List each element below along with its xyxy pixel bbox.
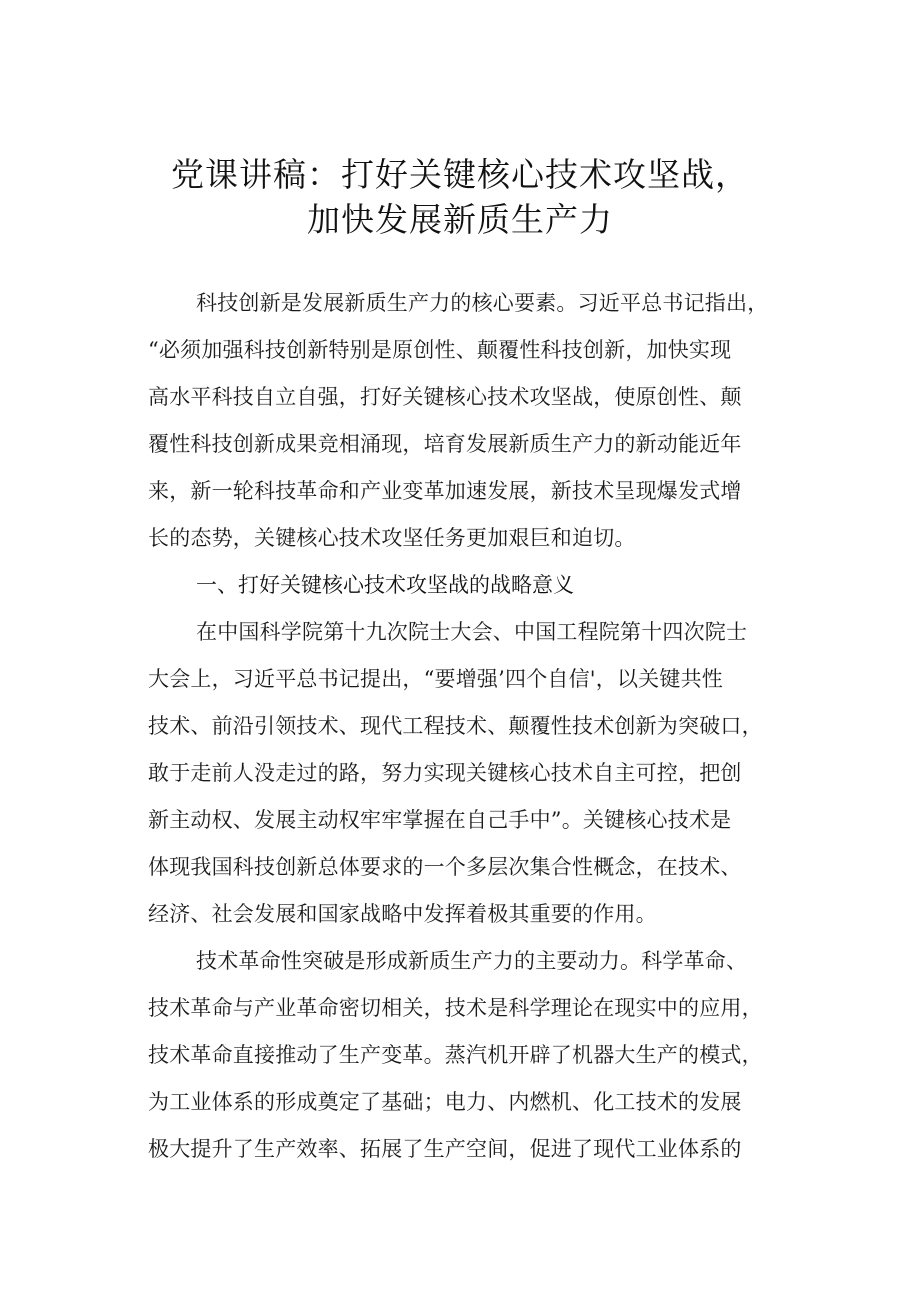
paragraph-2-line: 在中国科学院第十九次院士大会、中国工程院第十四次院士 bbox=[196, 620, 748, 644]
paragraph-3-line: 技术革命与产业革命密切相关，技术是科学理论在现实中的应用， bbox=[148, 996, 763, 1020]
section-heading: 一、打好关键核心技术攻坚战的战略意义 bbox=[196, 573, 574, 597]
paragraph-2-line: 经济、社会发展和国家战略中发挥着极其重要的作用。 bbox=[148, 902, 657, 926]
paragraph-1-line: 高水平科技自立自强，打好关键核心技术攻坚战，使原创性、颠 bbox=[148, 385, 742, 409]
paragraph-2-line: 大会上，习近平总书记提出，“要增强’四个自信'，以关键共性 bbox=[148, 667, 723, 691]
paragraph-2-line: 体现我国科技创新总体要求的一个多层次集合性概念，在技术、 bbox=[148, 855, 742, 879]
paragraph-1-line: 来，新一轮科技革命和产业变革加速发展，新技术呈现爆发式增 bbox=[148, 479, 742, 503]
paragraph-2-line: 技术、前沿引领技术、现代工程技术、颠覆性技术创新为突破口， bbox=[148, 714, 763, 738]
paragraph-3-line: 极大提升了生产效率、拓展了生产空间，促进了现代工业体系的 bbox=[148, 1137, 742, 1161]
paragraph-2-line: 新主动权、发展主动权牢牢掌握在自己手中”。关键核心技术是 bbox=[148, 808, 732, 832]
paragraph-1-line: 长的态势，关键核心技术攻坚任务更加艰巨和迫切。 bbox=[148, 526, 636, 550]
paragraph-3-line: 为工业体系的形成奠定了基础；电力、内燃机、化工技术的发展 bbox=[148, 1090, 742, 1114]
paragraph-3-line: 技术革命直接推动了生产变革。蒸汽机开辟了机器大生产的模式， bbox=[148, 1043, 763, 1067]
document-title-line-2: 加快发展新质生产力 bbox=[307, 200, 613, 239]
paragraph-3-line: 技术革命性突破是形成新质生产力的主要动力。科学革命、 bbox=[196, 949, 748, 973]
paragraph-1-line: 覆性科技创新成果竞相涌现，培育发展新质生产力的新动能近年 bbox=[148, 432, 742, 456]
document-title-line-1: 党课讲稿：打好关键核心技术攻坚战， bbox=[171, 155, 749, 194]
paragraph-1-line: “必须加强科技创新特别是原创性、颠覆性科技创新，加快实现 bbox=[148, 338, 732, 362]
paragraph-1-line: 科技创新是发展新质生产力的核心要素。习近平总书记指出， bbox=[196, 291, 769, 315]
paragraph-2-line: 敢于走前人没走过的路，努力实现关键核心技术自主可控，把创 bbox=[148, 761, 742, 785]
